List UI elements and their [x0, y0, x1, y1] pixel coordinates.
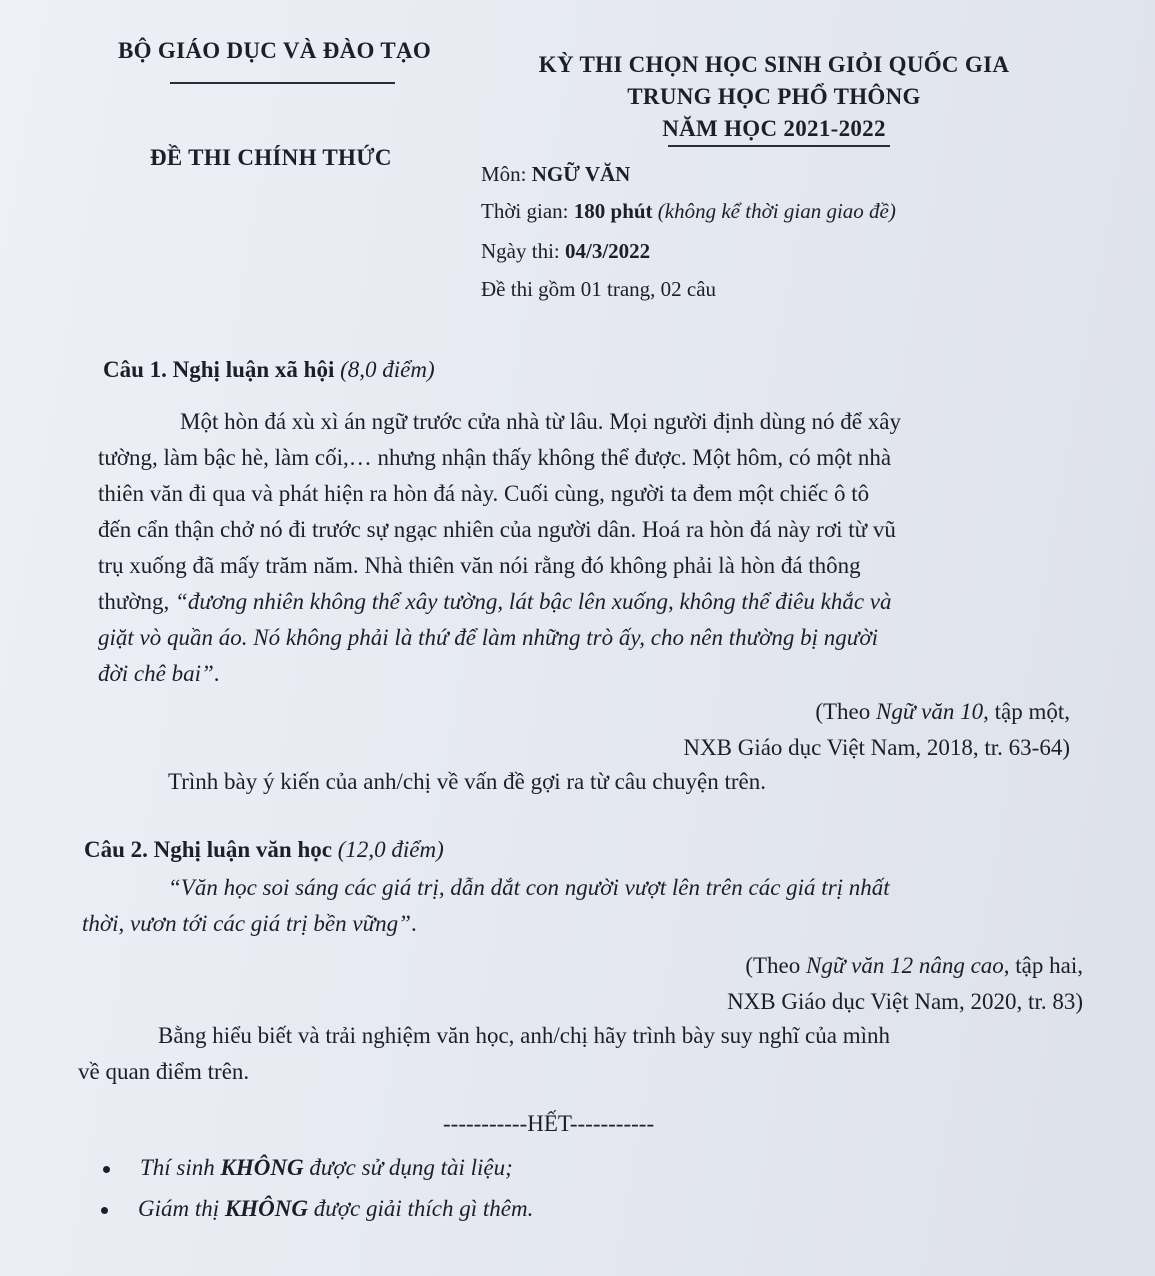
- q1-source-1: [815, 694, 1070, 730]
- q2-source-1: [745, 948, 1083, 984]
- q2-source-2: NXB Giáo dục Việt Nam, 2020, tr. 83): [727, 989, 1083, 1014]
- end-mark: -----------HẾT-----------: [443, 1111, 655, 1136]
- question2-heading: [84, 832, 444, 868]
- subject-line: [481, 162, 630, 187]
- ministry-name: BỘ GIÁO DỤC VÀ ĐÀO TẠO: [118, 38, 432, 63]
- q2-task-1: Bằng hiểu biết và trải nghiệm văn học, anh/chị hãy trình bày suy nghĩ của mình: [158, 1023, 890, 1048]
- date-value: 04/3/2022: [565, 239, 651, 263]
- question2-points: (12,0 điểm): [337, 837, 444, 862]
- time-value: 180 phút: [573, 199, 653, 223]
- note-2-post: được giải thích gì thêm.: [307, 1196, 534, 1221]
- q1-line-5: trụ xuống đã mấy trăm năm. Nhà thiên văn nói rằng đó không phải là hòn đá thông: [98, 553, 861, 578]
- q2-quote-end: .: [410, 911, 417, 936]
- q1-quote-3: đời chê bai”: [98, 661, 214, 686]
- note-candidates: [140, 1150, 513, 1186]
- exam-level: TRUNG HỌC PHỔ THÔNG: [627, 84, 921, 109]
- time-line: [481, 199, 896, 224]
- date-line: [481, 239, 650, 264]
- note-2-pre: Giám thị: [138, 1196, 225, 1221]
- note-2-bold: KHÔNG: [224, 1196, 308, 1221]
- q1-line-2: tường, làm bậc hè, làm cối,… nhưng nhận thấy không thể được. Một hôm, có một nhà: [98, 445, 892, 470]
- exam-year: NĂM HỌC 2021-2022: [662, 116, 886, 141]
- exam-year-underline: [668, 145, 890, 147]
- q2-quote-line-2: [82, 906, 417, 942]
- q1-line-4: đến cẩn thận chở nó đi trước sự ngạc nhiên của người dân. Hoá ra hòn đá này rơi từ vũ: [98, 517, 896, 542]
- date-label: Ngày thi:: [481, 239, 565, 263]
- q2-quote-1: “Văn học soi sáng các giá trị, dẫn dắt con người vượt lên trên các giá trị nhất: [168, 875, 890, 900]
- q2-source-open: (Theo: [745, 953, 806, 978]
- time-note: (không kể thời gian giao đề): [657, 199, 896, 223]
- official-exam-label: ĐỀ THI CHÍNH THỨC: [150, 145, 392, 170]
- q1-task: Trình bày ý kiến của anh/chị về vấn đề gợi ra từ câu chuyện trên.: [168, 769, 766, 794]
- question1-title: Câu 1. Nghị luận xã hội: [103, 357, 335, 382]
- q1-quote-lead: thường,: [98, 589, 176, 614]
- q1-source-2: NXB Giáo dục Việt Nam, 2018, tr. 63-64): [683, 735, 1070, 760]
- q1-line-8: [98, 656, 220, 692]
- question2-title: Câu 2. Nghị luận văn học: [84, 837, 332, 862]
- question1-heading: [103, 352, 435, 388]
- bullet-icon: [101, 1207, 108, 1214]
- q1-line-3: thiên văn đi qua và phát hiện ra hòn đá này. Cuối cùng, người ta đem một chiếc ô tô: [98, 481, 870, 506]
- note-1-post: được sử dụng tài liệu;: [303, 1155, 513, 1180]
- note-1-bold: KHÔNG: [220, 1155, 304, 1180]
- q2-source-rest: , tập hai,: [1003, 953, 1083, 978]
- ministry-underline: [170, 82, 395, 84]
- note-1-pre: Thí sinh: [140, 1155, 221, 1180]
- question1-points: (8,0 điểm): [340, 357, 435, 382]
- q2-quote-2: thời, vươn tới các giá trị bền vững”: [82, 911, 411, 936]
- q1-quote-2: giặt vò quần áo. Nó không phải là thứ để làm những trò ấy, cho nên thường bị người: [98, 625, 879, 650]
- q1-source-open: (Theo: [815, 699, 877, 724]
- bullet-icon: [103, 1166, 110, 1173]
- time-label: Thời gian:: [481, 199, 574, 223]
- subject-label: Môn:: [481, 162, 532, 186]
- q1-source-book: Ngữ văn 10: [876, 699, 984, 724]
- note-proctors: [138, 1191, 533, 1227]
- q1-source-rest: , tập một,: [983, 699, 1070, 724]
- pages-info: Đề thi gồm 01 trang, 02 câu: [481, 277, 717, 301]
- q2-source-book: Ngữ văn 12 nâng cao: [805, 953, 1004, 978]
- exam-title: KỲ THI CHỌN HỌC SINH GIỎI QUỐC GIA: [538, 52, 1010, 77]
- q2-task-2: về quan điểm trên.: [78, 1059, 250, 1084]
- q1-line-6: [98, 584, 892, 620]
- q1-quote-1: “đương nhiên không thể xây tường, lát bậc lên xuống, không thể điêu khắc và: [175, 589, 892, 614]
- q1-line-1: Một hòn đá xù xì án ngữ trước cửa nhà từ lâu. Mọi người định dùng nó để xây: [180, 409, 901, 434]
- q1-quote-end: .: [213, 661, 220, 686]
- subject-value: NGỮ VĂN: [531, 162, 631, 186]
